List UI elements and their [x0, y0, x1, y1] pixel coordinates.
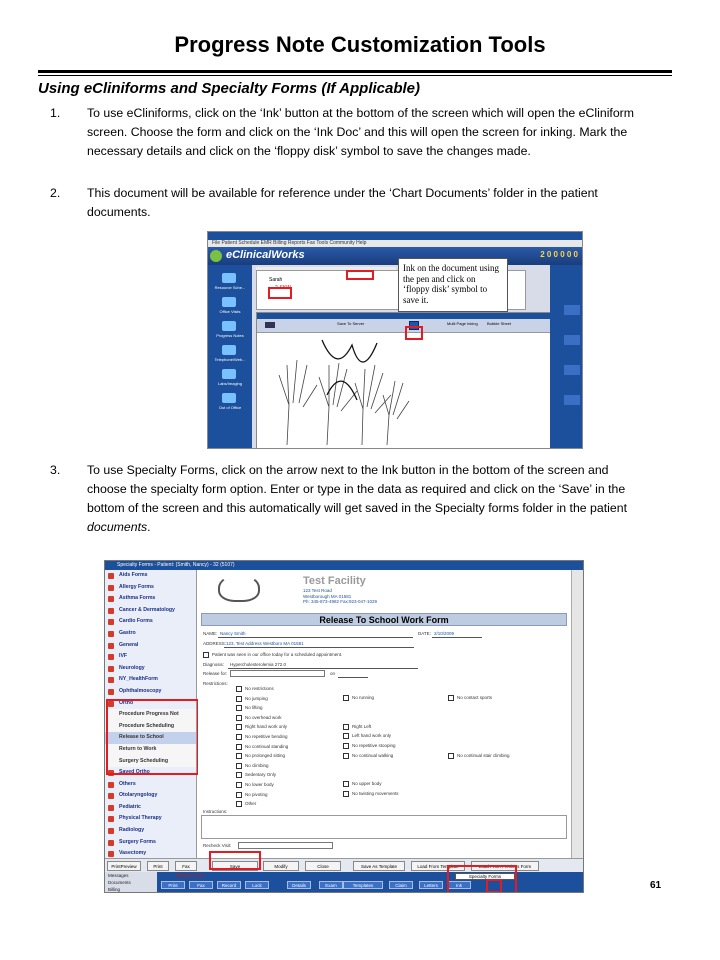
restriction-checkbox[interactable]: No repetitive bending	[236, 734, 288, 740]
sidebar-form-item[interactable]: Radiology	[105, 825, 196, 837]
bottom-toolbar-button[interactable]: Print	[161, 881, 185, 889]
sidebar-form-item[interactable]: Return to Work	[105, 744, 196, 756]
diagnosis-label: Diagnosis:	[203, 662, 225, 667]
sidebar-icon	[222, 393, 236, 403]
list-text: This document will be available for reference under the ‘Chart Documents’ folder in the patient documents.	[87, 186, 598, 219]
bottom-toolbar-button[interactable]: Exam	[319, 881, 343, 889]
bottom-left-nav	[105, 872, 157, 893]
instructions-label: Instructions:	[203, 809, 228, 814]
documents-tab[interactable]: Documents	[108, 880, 131, 885]
restriction-checkbox[interactable]: Other	[236, 801, 256, 807]
date-line	[432, 637, 482, 638]
restriction-checkbox[interactable]: Left hand work only	[343, 733, 391, 739]
bottom-toolbar-button[interactable]: Details	[287, 881, 311, 889]
sidebar-form-item[interactable]: Aids Forms	[105, 570, 196, 582]
messages-tab[interactable]: Messages	[108, 873, 129, 878]
sidebar-icon	[222, 369, 236, 379]
restriction-checkbox[interactable]: Right hand work only	[236, 724, 287, 730]
release-for-label: Release for:	[203, 671, 228, 676]
sidebar-form-item[interactable]: Neurology	[105, 663, 196, 675]
sidebar-icon	[222, 273, 236, 283]
restriction-checkbox[interactable]: No running	[343, 695, 374, 701]
restriction-checkbox[interactable]: No lower body	[236, 782, 274, 788]
seen-checkbox[interactable]: Patient was seen in our office today for a scheduled appointment.	[203, 652, 342, 658]
bottom-toolbar-button[interactable]: Fax	[189, 881, 213, 889]
facility-phone: Ph: 345-873-4982 Fax:923-047-1029	[303, 599, 378, 604]
specialty-forms-option[interactable]: Specialty Forms	[468, 874, 502, 879]
restriction-checkbox[interactable]: No continual walking	[343, 753, 393, 759]
page-title: Progress Note Customization Tools	[174, 32, 546, 57]
title-rule-thin	[38, 75, 672, 76]
name-label: NAME:	[203, 631, 218, 636]
sidebar-form-item[interactable]: Procedure Scheduling	[105, 721, 196, 733]
sidebar-label[interactable]: Labs/Imaging	[217, 381, 242, 386]
multi-page-inking-button[interactable]: Multi Page Inking	[447, 321, 478, 326]
address-field[interactable]: 123, Test Address Westboro MA 01581	[226, 641, 304, 646]
restriction-checkbox[interactable]: No upper body	[343, 781, 382, 787]
name-line	[218, 637, 413, 638]
restriction-checkbox[interactable]: No restrictions	[236, 686, 274, 692]
form-button[interactable]: PrintPreview	[107, 861, 141, 871]
tree-item[interactable]: Sarah	[269, 277, 283, 283]
form-area	[198, 570, 573, 858]
list-text-italic: documents	[87, 520, 148, 534]
sidebar-form-item[interactable]: IVF	[105, 651, 196, 663]
scrollbar[interactable]	[571, 570, 583, 858]
brand-bar	[208, 247, 583, 265]
facility-addr-line2: Westborough MA 01581	[303, 593, 352, 599]
form-button[interactable]: Fax	[175, 861, 197, 871]
recheck-visit-label: Recheck Visit:	[203, 843, 232, 848]
release-for-dropdown[interactable]	[230, 670, 325, 677]
pen-icon[interactable]	[265, 322, 275, 328]
billing-tab[interactable]: Billing	[108, 887, 121, 892]
specialty-forms-screenshot	[104, 560, 584, 893]
form-button[interactable]: Load From Template	[411, 861, 465, 871]
sidebar-form-item[interactable]: Allergy Forms	[105, 582, 196, 594]
sidebar-label[interactable]: Office Visits	[219, 309, 241, 314]
brand-name: eClinicalWorks	[226, 249, 305, 261]
sidebar-form-item[interactable]: Otolaryngology	[105, 790, 196, 802]
diagnosis-line	[228, 668, 418, 669]
brand-logo-icon	[210, 250, 222, 262]
diagnosis-field[interactable]: Hypercholesterolemia 272.0	[230, 662, 287, 667]
save-button-highlight	[209, 851, 261, 870]
restriction-checkbox[interactable]: No twisting movements	[343, 791, 399, 797]
page-number: 61	[650, 880, 662, 891]
list-number: 1.	[50, 106, 61, 120]
app-menubar: File Patient Schedule EMR Billing Reports Fax Tools Community Help	[208, 240, 582, 247]
instructions-textarea[interactable]	[201, 815, 567, 839]
list-text-plain: To use Specialty Forms, click on the arrow next to the Ink button in the bottom of the screen and choose the specialty form option. Enter or type in the data as required and click on the ‘Save’ in the bottom of the screen and this automatically will get saved in the Specialty forms folder in the patient	[87, 463, 627, 515]
right-panel-block	[564, 305, 580, 315]
form-button[interactable]: Modify	[263, 861, 299, 871]
sidebar-form-item[interactable]: Cancer & Dermatology	[105, 605, 196, 617]
address-line	[224, 647, 414, 648]
app-titlebar	[208, 232, 582, 240]
sidebar-form-item[interactable]: Physical Therapy	[105, 813, 196, 825]
sidebar-label[interactable]: Out of Office	[218, 405, 242, 410]
left-sidebar	[208, 265, 252, 449]
on-label: on	[330, 671, 336, 676]
restriction-checkbox[interactable]: No repetitive stooping	[343, 743, 396, 749]
form-heading: Release To School Work Form	[201, 613, 567, 626]
facility-addr-line1: 123 Test Road	[303, 588, 332, 593]
restriction-checkbox[interactable]: No contact sports	[448, 695, 492, 701]
bottom-toolbar-button[interactable]: Lock	[245, 881, 269, 889]
bottom-toolbar-button[interactable]: Record	[217, 881, 241, 889]
restriction-checkbox[interactable]: No continual stair climbing	[448, 753, 510, 759]
restrictions-label: Restrictions:	[203, 681, 228, 686]
header-counters: 2 0 0 0 0 0	[540, 250, 578, 259]
sidebar-form-item[interactable]: Surgery Forms	[105, 837, 196, 849]
sidebar-form-item[interactable]: NY_HealthForm	[105, 674, 196, 686]
bottom-toolbar-button[interactable]: Claim	[389, 881, 413, 889]
facility-address	[303, 588, 377, 605]
list-number: 2.	[50, 186, 61, 200]
on-date-field[interactable]	[338, 677, 368, 678]
name-field[interactable]: Nancy Smith	[220, 631, 246, 636]
right-panel-block	[564, 335, 580, 345]
title-rule-thick	[38, 70, 672, 73]
right-panel-block	[564, 395, 580, 405]
restriction-checkbox[interactable]: Sedentary Only	[236, 772, 276, 778]
recheck-visit-dropdown[interactable]	[238, 842, 333, 849]
bottom-toolbar-button[interactable]: Letters	[419, 881, 443, 889]
date-field[interactable]: 2/10/2009	[434, 631, 455, 636]
sidebar-form-item[interactable]: Others	[105, 779, 196, 791]
sidebar-form-item[interactable]: Saved Ortho	[105, 767, 196, 779]
sidebar-icon	[222, 345, 236, 355]
ink-arrow-highlight	[447, 865, 517, 893]
form-button[interactable]: Save As Template	[353, 861, 405, 871]
restriction-checkbox[interactable]: No climbing	[236, 763, 269, 769]
sidebar-form-item[interactable]: General	[105, 640, 196, 652]
hands-sketch-icon	[267, 335, 417, 449]
bubble-sheet-button[interactable]: Bubble Sheet	[487, 321, 512, 326]
list-number: 3.	[50, 463, 61, 477]
sidebar-form-item[interactable]: Asthma Forms	[105, 593, 196, 605]
tree-sub-item[interactable]: 2-SKIN	[275, 285, 292, 291]
list-text	[87, 461, 647, 537]
ortho-forms-highlight	[106, 699, 199, 775]
sidebar-form-item[interactable]: Pediatric	[105, 802, 196, 814]
sidebar-form-item[interactable]: Cardio Forms	[105, 616, 196, 628]
ink-window	[256, 312, 552, 449]
stethoscope-logo-icon	[218, 574, 260, 602]
restriction-checkbox[interactable]: Right Left	[343, 724, 371, 730]
save-floppy-highlight	[405, 326, 423, 340]
sidebar-form-item[interactable]: Surgery Scheduling	[105, 756, 196, 768]
address-label: ADDRESS:	[203, 641, 227, 646]
bottom-toolbar-button[interactable]: Ink	[447, 881, 471, 889]
right-panel-block	[564, 365, 580, 375]
sidebar-icon	[222, 297, 236, 307]
instruction-callout: Ink on the document using the pen and click on ‘floppy disk’ symbol to save it.	[398, 258, 508, 312]
sidebar-form-item[interactable]: Ortho	[105, 698, 196, 710]
sidebar-form-item[interactable]: Vasectomy	[105, 848, 196, 860]
form-button[interactable]: Print	[147, 861, 169, 871]
tree-item-highlight	[268, 287, 292, 299]
facility-name: Test Facility	[303, 575, 366, 587]
restriction-checkbox[interactable]: No prolonged sitting	[236, 753, 285, 759]
save-to-server-button[interactable]: Save To Server	[337, 321, 365, 326]
right-panel	[550, 265, 582, 449]
restriction-checkbox[interactable]: No jumping	[236, 696, 268, 702]
inking-canvas[interactable]	[257, 335, 553, 449]
ink-doc-highlight	[346, 270, 374, 280]
tobacco-use-label: Tobacco Use:	[175, 873, 206, 879]
restriction-checkbox[interactable]: No overhead work	[236, 715, 282, 721]
date-label: DATE:	[418, 631, 431, 636]
sidebar-form-item[interactable]: Ophthalmoscopy	[105, 686, 196, 698]
sidebar-form-item[interactable]: Release to School	[105, 732, 196, 744]
ink-toolbar	[257, 319, 551, 333]
form-button[interactable]: Load From Previous Form	[471, 861, 539, 871]
form-button[interactable]: Close	[305, 861, 341, 871]
specialty-titlebar: Specialty Forms - Patient: (Smith, Nancy) - 32 (5107)	[105, 561, 584, 570]
bottom-toolbar-button[interactable]: Templates	[343, 881, 383, 889]
sidebar-form-item[interactable]: Procedure Progress Not	[105, 709, 196, 721]
bottom-right-highlight	[486, 879, 502, 893]
sidebar-form-item[interactable]: Gastro	[105, 628, 196, 640]
list-text-end: .	[147, 520, 151, 534]
list-text: To use eCliniforms, click on the ‘Ink’ button at the bottom of the screen which will open the eCliniform screen. Choose the form and click on the ‘Ink Doc’ and this will open the screen for inking. Mark the necessary details and click on the ‘floppy disk’ symbol to save the changes made.	[87, 106, 635, 158]
section-subheading: Using eCliniforms and Specialty Forms (If Applicable)	[38, 80, 421, 97]
restriction-checkbox[interactable]: No continual standing	[236, 744, 288, 750]
sidebar-label[interactable]: Progress Notes	[216, 333, 244, 338]
sidebar-label[interactable]: Telephone/Web...	[214, 357, 246, 362]
form-button[interactable]: Save	[212, 861, 258, 871]
restriction-checkbox[interactable]: No lifting	[236, 705, 263, 711]
eclinicalworks-ink-screenshot	[207, 231, 583, 449]
sidebar-label[interactable]: Resource Sche...	[214, 285, 246, 290]
sidebar-icon	[222, 321, 236, 331]
restriction-checkbox[interactable]: No pivoting	[236, 792, 268, 798]
